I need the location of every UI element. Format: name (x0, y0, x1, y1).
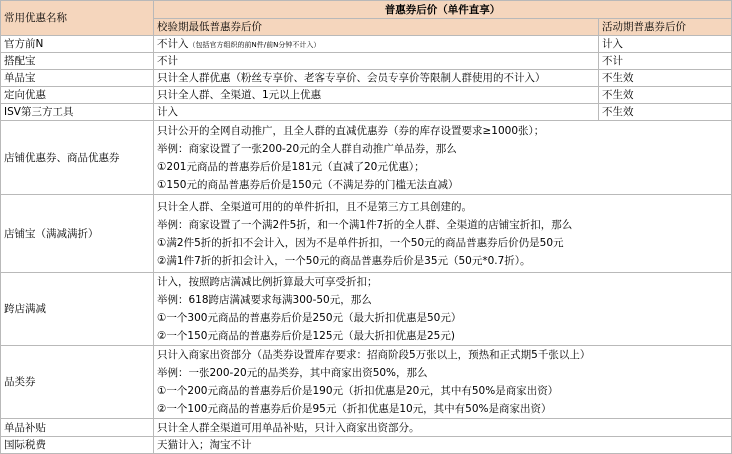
rule-line: 举例：商家设置了一个满2件5折，和一个满1件7折的全人群、全渠道的店铺宝折扣，那么 (157, 218, 573, 231)
rule-text-cell (154, 121, 732, 195)
rule-text-cell (154, 273, 732, 346)
promo-name: 店铺优惠券、商品优惠券 (1, 121, 154, 195)
promo-name: 官方前N (1, 36, 154, 53)
header-event-price: 活动期普惠券后价 (599, 19, 732, 36)
min-price-text: 不计入 (157, 37, 189, 50)
rule-line: 举例：618跨店满减要求每满300-50元，那么 (157, 294, 372, 306)
min-price-note: （包括官方组织的前N件/前N分钟不计入） (188, 40, 321, 49)
rule-line: ①150元的商品普惠券后价是150元（不满足券的门槛无法直减） (157, 178, 459, 191)
rule-line: ①201元商品的普惠券后价是181元（直减了20元优惠）； (157, 160, 425, 173)
promo-name: 国际税费 (1, 437, 154, 454)
promo-name: ISV第三方工具 (1, 104, 154, 121)
rule-line: ①满2件5折的折扣不会计入，因为不是单件折扣，一个50元的商品普惠券后价仍是50元 (157, 236, 564, 249)
rule-line: ②一个150元商品的普惠券后价是125元（最大折扣优惠是25元) (157, 330, 455, 342)
rule-text-cell: 天猫计入；淘宝不计 (154, 437, 732, 454)
event-price-cell: 不计 (599, 53, 732, 70)
table-row (1, 273, 732, 346)
promo-name: 店铺宝（满减满折） (1, 195, 154, 273)
promo-name: 单品补贴 (1, 419, 154, 437)
header-promo-name: 常用优惠名称 (1, 1, 154, 36)
table-row (1, 104, 732, 121)
rule-line: ①一个300元商品的普惠券后价是250元（最大折扣优惠是50元） (157, 312, 462, 324)
table-row (1, 419, 732, 437)
event-price-cell: 不生效 (599, 70, 732, 87)
table-row (1, 437, 732, 454)
min-price-cell: 只计全人群、全渠道、1元以上优惠 (154, 87, 599, 104)
rule-text-cell (154, 346, 732, 419)
rule-line: ①一个200元商品的普惠券后价是190元（折扣优惠是20元，其中有50%是商家出资） (157, 385, 559, 397)
rule-line: 只计全人群、全渠道可用的的单件折扣，且不是第三方工具创建的。 (157, 200, 472, 213)
rule-line: ②一个100元商品的普惠券后价是95元（折扣优惠是10元，其中有50%是商家出资） (157, 403, 552, 415)
event-price-cell: 不生效 (599, 87, 732, 104)
min-price-cell: 只计全人群优惠（粉丝专享价、老客专享价、会员专享价等限制人群使用的不计入） (154, 70, 599, 87)
rule-line: 举例：一张200-20元的品类券，其中商家出资50%，那么 (157, 367, 428, 379)
header-price-group: 普惠券后价（单件直享） (154, 1, 732, 19)
rule-line: 只计入商家出资部分（品类券设置库存要求：招商阶段5万张以上，预热和正式期5千张以上） (157, 349, 591, 361)
table-row (1, 195, 732, 273)
table-row (1, 53, 732, 70)
table-row (1, 36, 732, 53)
min-price-cell: 不计 (154, 53, 599, 70)
rule-text-cell (154, 195, 732, 273)
header-min-price: 校验期最低普惠券后价 (154, 19, 599, 36)
rule-text-cell: 只计全人群全渠道可用单品补贴，只计入商家出资部分。 (154, 419, 732, 437)
rule-line: 举例：商家设置了一张200-20元的全人群自动推广单品券，那么 (157, 142, 457, 155)
rule-line: 计入，按照跨店满减比例折算最大可享受折扣； (157, 276, 378, 288)
table-row (1, 121, 732, 195)
promo-name: 品类券 (1, 346, 154, 419)
rule-line: 只计公开的全网自动推广，且全人群的直减优惠券（券的库存设置要求≥1000张）； (157, 124, 545, 137)
promo-name: 跨店满减 (1, 273, 154, 346)
event-price-cell: 不生效 (599, 104, 732, 121)
table-row (1, 87, 732, 104)
event-price-cell: 计入 (599, 36, 732, 53)
table-row (1, 70, 732, 87)
promo-name: 定向优惠 (1, 87, 154, 104)
header-row (1, 1, 732, 19)
min-price-cell: 计入 (154, 104, 599, 121)
rule-line: ②满1件7折的折扣会计入，一个50元的商品普惠券后价是35元（50元*0.7折）。 (157, 254, 531, 267)
promo-name: 单品宝 (1, 70, 154, 87)
table-row (1, 346, 732, 419)
promo-name: 搭配宝 (1, 53, 154, 70)
min-price-cell (154, 36, 599, 53)
